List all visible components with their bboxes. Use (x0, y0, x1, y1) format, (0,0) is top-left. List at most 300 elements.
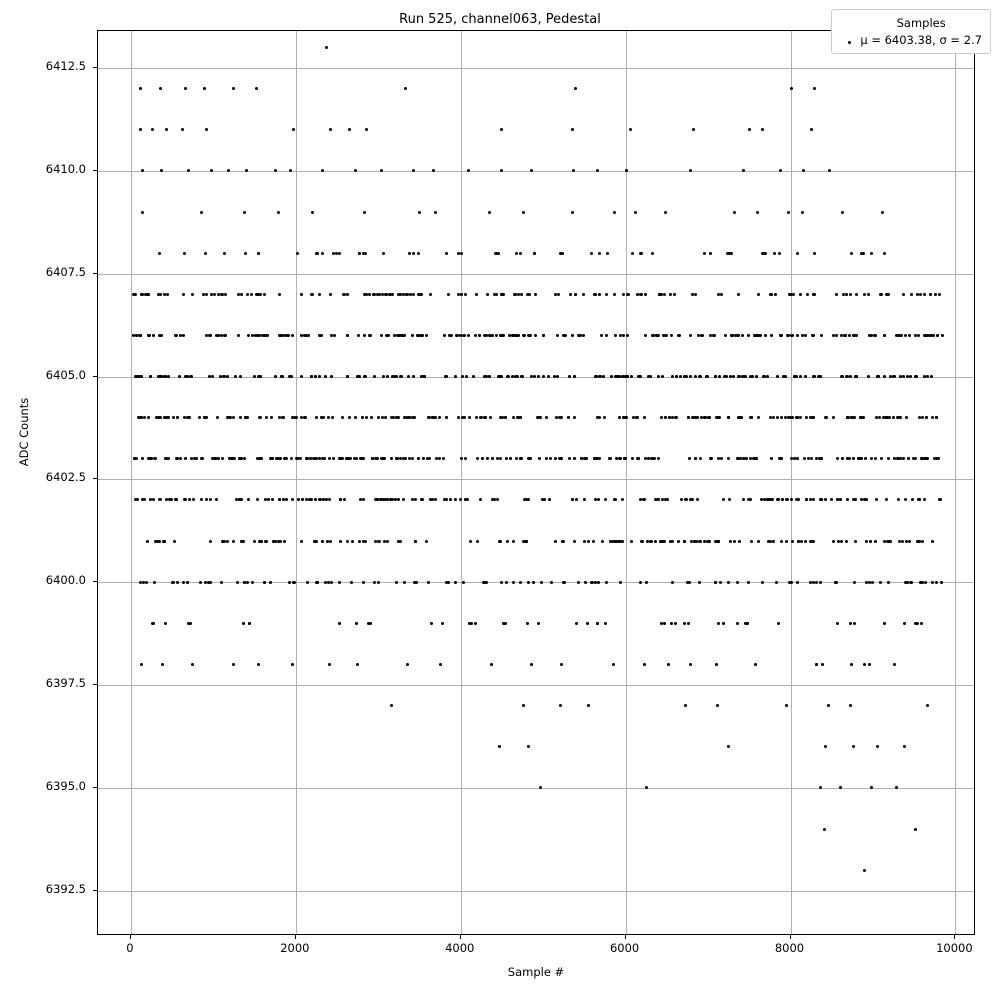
data-point (247, 334, 250, 337)
data-point (370, 416, 373, 419)
data-point (754, 334, 757, 337)
data-point (383, 540, 386, 543)
data-point (468, 416, 471, 419)
data-point (183, 416, 186, 419)
data-point (732, 375, 735, 378)
data-point (306, 581, 309, 584)
data-point (811, 334, 814, 337)
data-point (274, 375, 277, 378)
y-tick-mark (93, 170, 97, 171)
data-point (165, 128, 168, 131)
data-point (887, 581, 890, 584)
data-point (596, 169, 599, 172)
data-point (438, 416, 441, 419)
data-point (820, 334, 823, 337)
data-point (522, 211, 525, 214)
data-point (689, 375, 692, 378)
data-point (813, 293, 816, 296)
data-point (865, 540, 868, 543)
data-point (166, 293, 169, 296)
data-point (736, 334, 739, 337)
data-point (175, 334, 178, 337)
data-point (772, 416, 775, 419)
data-point (386, 540, 389, 543)
data-point (199, 581, 202, 584)
data-point (377, 581, 380, 584)
data-point (454, 375, 457, 378)
data-point (575, 622, 578, 625)
data-point (408, 252, 411, 255)
data-point (914, 828, 917, 831)
y-tick-label: 6412.5 (45, 59, 86, 74)
data-point (841, 457, 844, 460)
data-point (776, 416, 779, 419)
data-point (919, 293, 922, 296)
gridline-vertical (626, 31, 627, 934)
data-point (363, 375, 366, 378)
data-point (515, 457, 518, 460)
data-point (463, 334, 466, 337)
data-point (139, 334, 142, 337)
data-point (224, 293, 227, 296)
y-tick-label: 6410.0 (45, 161, 86, 176)
x-tick-mark (790, 935, 791, 939)
data-point (330, 375, 333, 378)
data-point (931, 540, 934, 543)
gridline-vertical (791, 31, 792, 934)
data-point (132, 334, 135, 337)
data-point (540, 581, 543, 584)
data-point (431, 498, 434, 501)
data-point (243, 211, 246, 214)
data-point (502, 622, 505, 625)
data-point (664, 416, 667, 419)
y-tick-mark (93, 67, 97, 68)
data-point (664, 498, 667, 501)
data-point (152, 334, 155, 337)
data-point (629, 128, 632, 131)
data-point (654, 540, 657, 543)
data-point (935, 581, 938, 584)
data-point (280, 375, 283, 378)
data-point (467, 334, 470, 337)
data-point (686, 581, 689, 584)
data-point (411, 334, 414, 337)
data-point (476, 457, 479, 460)
data-point (220, 581, 223, 584)
data-point (244, 252, 247, 255)
data-point (291, 663, 294, 666)
data-point (145, 581, 148, 584)
data-point (333, 334, 336, 337)
data-point (179, 334, 182, 337)
data-point (147, 416, 150, 419)
data-point (757, 416, 760, 419)
data-point (481, 457, 484, 460)
data-point (920, 622, 923, 625)
data-point (533, 252, 536, 255)
data-point (204, 252, 207, 255)
data-point (925, 416, 928, 419)
data-point (643, 416, 646, 419)
data-point (390, 457, 393, 460)
data-point (751, 375, 754, 378)
data-point (291, 334, 294, 337)
data-point (232, 663, 235, 666)
data-point (542, 375, 545, 378)
data-point (873, 334, 876, 337)
data-point (373, 581, 376, 584)
data-point (597, 498, 600, 501)
gridline-horizontal (98, 479, 974, 480)
data-point (684, 704, 687, 707)
data-point (727, 457, 730, 460)
data-point (390, 704, 393, 707)
data-point (836, 457, 839, 460)
data-point (265, 540, 268, 543)
data-point (812, 416, 815, 419)
data-point (179, 457, 182, 460)
data-point (208, 334, 211, 337)
data-point (316, 581, 319, 584)
data-point (887, 457, 890, 460)
data-point (328, 498, 331, 501)
data-point (717, 540, 720, 543)
data-point (736, 581, 739, 584)
data-point (557, 293, 560, 296)
data-point (781, 498, 784, 501)
data-point (573, 457, 576, 460)
legend-marker-icon (838, 33, 860, 47)
data-point (918, 540, 921, 543)
data-point (460, 293, 463, 296)
data-point (278, 293, 281, 296)
data-point (182, 581, 185, 584)
data-point (605, 334, 608, 337)
data-point (791, 416, 794, 419)
data-point (417, 252, 420, 255)
data-point (663, 540, 666, 543)
data-point (338, 622, 341, 625)
data-point (465, 375, 468, 378)
data-point (895, 786, 898, 789)
data-point (766, 375, 769, 378)
data-point (747, 581, 750, 584)
data-point (639, 581, 642, 584)
data-point (797, 540, 800, 543)
data-point (625, 416, 628, 419)
data-point (502, 293, 505, 296)
data-point (414, 540, 417, 543)
data-point (613, 293, 616, 296)
data-point (140, 293, 143, 296)
data-point (574, 293, 577, 296)
data-point (189, 622, 192, 625)
data-point (863, 869, 866, 872)
data-point (223, 252, 226, 255)
data-point (916, 622, 919, 625)
data-point (881, 211, 884, 214)
data-point (644, 457, 647, 460)
data-point (195, 457, 198, 460)
data-point (614, 334, 617, 337)
data-point (363, 211, 366, 214)
data-point (694, 457, 697, 460)
data-point (733, 540, 736, 543)
data-point (571, 498, 574, 501)
data-point (645, 786, 648, 789)
data-point (646, 540, 649, 543)
data-point (780, 540, 783, 543)
data-point (594, 457, 597, 460)
data-point (785, 704, 788, 707)
data-point (736, 622, 739, 625)
data-point (445, 416, 448, 419)
data-point (443, 334, 446, 337)
data-point (841, 375, 844, 378)
data-point (434, 416, 437, 419)
x-tick-label: 10000 (936, 941, 973, 955)
data-point (293, 581, 296, 584)
data-point (936, 334, 939, 337)
data-point (321, 252, 324, 255)
data-point (932, 334, 935, 337)
data-point (877, 375, 880, 378)
data-point (153, 581, 156, 584)
data-point (850, 663, 853, 666)
data-point (251, 581, 254, 584)
data-point (427, 581, 430, 584)
data-point (650, 540, 653, 543)
data-point (290, 457, 293, 460)
data-point (158, 252, 161, 255)
data-point (425, 540, 428, 543)
data-point (498, 745, 501, 748)
x-tick-label: 4000 (445, 941, 475, 955)
data-point (204, 581, 207, 584)
data-point (209, 581, 212, 584)
data-point (709, 457, 712, 460)
data-point (824, 745, 827, 748)
data-point (135, 334, 138, 337)
data-point (691, 498, 694, 501)
data-point (399, 540, 402, 543)
data-point (883, 252, 886, 255)
data-point (539, 786, 542, 789)
data-point (442, 457, 445, 460)
data-point (515, 252, 518, 255)
data-point (586, 622, 589, 625)
data-point (447, 293, 450, 296)
data-point (260, 457, 263, 460)
data-point (183, 252, 186, 255)
data-point (609, 457, 612, 460)
data-point (598, 293, 601, 296)
data-point (659, 540, 662, 543)
data-point (865, 581, 868, 584)
data-point (499, 540, 502, 543)
data-point (485, 375, 488, 378)
data-point (346, 334, 349, 337)
data-point (880, 457, 883, 460)
data-point (901, 540, 904, 543)
data-point (843, 334, 846, 337)
data-point (338, 252, 341, 255)
data-point (907, 457, 910, 460)
y-tick-mark (93, 376, 97, 377)
data-point (537, 622, 540, 625)
data-point (835, 293, 838, 296)
data-point (583, 498, 586, 501)
data-point (689, 663, 692, 666)
data-point (380, 334, 383, 337)
data-point (321, 540, 324, 543)
data-point (605, 293, 608, 296)
data-point (780, 334, 783, 337)
data-point (908, 540, 911, 543)
data-point (188, 498, 191, 501)
data-point (343, 498, 346, 501)
data-point (322, 416, 325, 419)
data-point (603, 416, 606, 419)
data-point (189, 375, 192, 378)
data-point (328, 663, 331, 666)
data-point (500, 128, 503, 131)
data-point (205, 498, 208, 501)
data-point (406, 663, 409, 666)
data-point (750, 540, 753, 543)
data-point (657, 375, 660, 378)
data-point (311, 211, 314, 214)
data-point (780, 416, 783, 419)
x-tick-mark (295, 935, 296, 939)
data-point (904, 334, 907, 337)
data-point (198, 416, 201, 419)
data-point (264, 498, 267, 501)
y-tick-label: 6397.5 (45, 676, 86, 691)
data-point (296, 252, 299, 255)
data-point (669, 293, 672, 296)
data-point (796, 334, 799, 337)
data-point (600, 334, 603, 337)
data-point (538, 457, 541, 460)
legend-item-samples (838, 33, 982, 47)
data-point (311, 293, 314, 296)
data-point (339, 540, 342, 543)
data-point (562, 334, 565, 337)
data-point (738, 540, 741, 543)
data-point (883, 622, 886, 625)
data-point (278, 498, 281, 501)
data-point (233, 457, 236, 460)
data-point (542, 334, 545, 337)
data-point (527, 498, 530, 501)
data-point (555, 416, 558, 419)
data-point (348, 416, 351, 419)
data-point (921, 416, 924, 419)
data-point (160, 169, 163, 172)
data-point (622, 293, 625, 296)
data-point (545, 457, 548, 460)
data-point (813, 87, 816, 90)
data-point (234, 375, 237, 378)
data-point (170, 498, 173, 501)
data-point (717, 457, 720, 460)
data-point (192, 498, 195, 501)
data-point (160, 334, 163, 337)
data-point (875, 416, 878, 419)
data-point (318, 293, 321, 296)
data-point (422, 375, 425, 378)
data-point (729, 375, 732, 378)
data-point (733, 211, 736, 214)
data-point (619, 581, 622, 584)
data-point (821, 663, 824, 666)
data-point (874, 540, 877, 543)
data-point (305, 498, 308, 501)
data-point (934, 293, 937, 296)
data-point (854, 540, 857, 543)
data-point (395, 581, 398, 584)
data-point (200, 498, 203, 501)
data-point (848, 457, 851, 460)
data-point (134, 375, 137, 378)
data-point (533, 375, 536, 378)
data-point (243, 581, 246, 584)
data-point (571, 128, 574, 131)
data-point (870, 457, 873, 460)
data-point (755, 457, 758, 460)
data-point (615, 540, 618, 543)
data-point (430, 622, 433, 625)
data-point (237, 334, 240, 337)
data-point (287, 334, 290, 337)
data-point (187, 169, 190, 172)
data-point (699, 457, 702, 460)
data-point (908, 334, 911, 337)
data-point (141, 457, 144, 460)
data-point (717, 293, 720, 296)
data-point (211, 375, 214, 378)
data-point (163, 416, 166, 419)
data-point (209, 540, 212, 543)
data-point (290, 375, 293, 378)
data-point (384, 416, 387, 419)
data-point (573, 540, 576, 543)
data-point (152, 498, 155, 501)
data-point (279, 540, 282, 543)
y-tick-mark (93, 478, 97, 479)
data-point (140, 375, 143, 378)
data-point (329, 293, 332, 296)
data-point (606, 252, 609, 255)
data-point (488, 375, 491, 378)
data-point (904, 498, 907, 501)
data-point (392, 416, 395, 419)
data-point (815, 663, 818, 666)
data-point (414, 498, 417, 501)
data-point (514, 293, 517, 296)
data-point (144, 293, 147, 296)
data-point (688, 581, 691, 584)
data-point (460, 457, 463, 460)
data-point (612, 663, 615, 666)
data-point (568, 457, 571, 460)
data-point (457, 252, 460, 255)
data-point (701, 334, 704, 337)
data-point (270, 416, 273, 419)
data-point (777, 622, 780, 625)
